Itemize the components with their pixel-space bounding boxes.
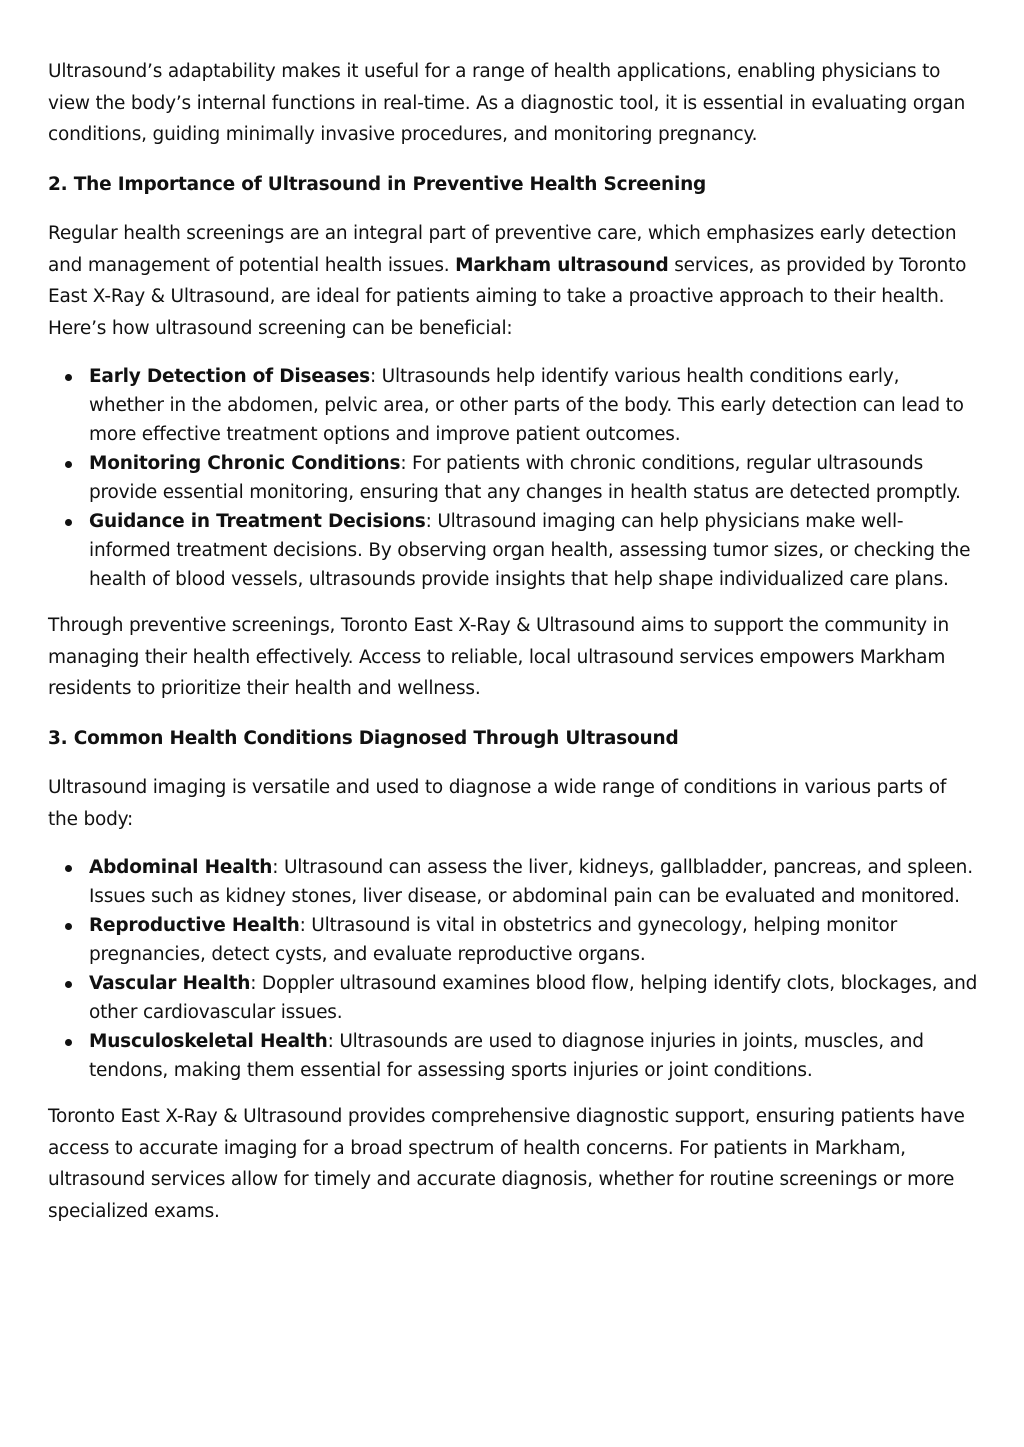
list-item-text: : Ultrasound imaging can help physicians make well-informed treatment decisions. By observing organ health, assessing tumor sizes, or checking the health of blood vessels, ultrasounds provide insights that help shape individualized care plans. xyxy=(89,511,971,590)
markham-ultrasound-keyword: Markham ultrasound xyxy=(455,254,669,276)
list-item-text: : Doppler ultrasound examines blood flow, helping identify clots, blockages, and other cardiovascular issues. xyxy=(89,973,978,1023)
bullet-icon xyxy=(65,981,72,988)
document-page xyxy=(48,56,978,1245)
bullet-icon xyxy=(65,923,72,930)
list-item-text: : Ultrasounds help identify various health conditions early, whether in the abdomen, pelvic area, or other parts of the body. This early detection can lead to more effective treatment options and improve patient outcomes. xyxy=(89,366,964,445)
list-item xyxy=(89,1027,978,1085)
section-2-heading: 2. The Importance of Ultrasound in Preventive Health Screening xyxy=(48,173,707,195)
list-item-text: : For patients with chronic conditions, regular ultrasounds provide essential monitoring, ensuring that any changes in health status are detected promptly. xyxy=(89,453,961,503)
section-2-paragraph-text-after: services, as provided by Toronto East X-Ray & Ultrasound, are ideal for patients aiming to take a proactive approach to their health. Here’s how ultrasound screening can be beneficial: xyxy=(48,254,967,339)
section-2-paragraph-text-before: Regular health screenings are an integral part of preventive care, which emphasizes early detection and management of potential health issues. xyxy=(48,223,957,276)
list-item-term: Abdominal Health xyxy=(89,857,273,878)
section-3-intro-paragraph: Ultrasound imaging is versatile and used to diagnose a wide range of conditions in various parts of the body: xyxy=(48,777,947,830)
section-3-bullet-list xyxy=(48,853,978,1085)
list-item xyxy=(89,969,978,1027)
list-item xyxy=(89,362,978,449)
bullet-icon xyxy=(65,374,72,381)
list-item-text: : Ultrasound is vital in obstetrics and gynecology, helping monitor pregnancies, detect cysts, and evaluate reproductive organs. xyxy=(89,915,898,965)
section-2-closing-paragraph: Through preventive screenings, Toronto East X-Ray & Ultrasound aims to support the community in managing their health effectively. Access to reliable, local ultrasound services empowers Markham residents to prioritize their health and wellness. xyxy=(48,615,950,699)
list-item-term: Reproductive Health xyxy=(89,915,300,936)
bullet-icon xyxy=(65,865,72,872)
section-2-paragraph xyxy=(48,218,978,344)
list-item-text: : Ultrasound can assess the liver, kidneys, gallbladder, pancreas, and spleen. Issues such as kidney stones, liver disease, or abdominal pain can be evaluated and monitored. xyxy=(89,857,973,907)
section-2-bullet-list xyxy=(48,362,978,594)
bullet-icon xyxy=(65,1039,72,1046)
list-item-term: Early Detection of Diseases xyxy=(89,366,370,387)
list-item-term: Monitoring Chronic Conditions xyxy=(89,453,401,474)
list-item xyxy=(89,853,978,911)
list-item-term: Musculoskeletal Health xyxy=(89,1031,328,1052)
list-item xyxy=(89,449,978,507)
list-item-term: Guidance in Treatment Decisions xyxy=(89,511,426,532)
list-item xyxy=(89,507,978,594)
intro-paragraph: Ultrasound’s adaptability makes it useful for a range of health applications, enabling physicians to view the body’s internal functions in real-time. As a diagnostic tool, it is essential in evaluating organ conditions, guiding minimally invasive procedures, and monitoring pregnancy. xyxy=(48,61,966,145)
section-3-closing-paragraph: Toronto East X-Ray & Ultrasound provides comprehensive diagnostic support, ensuring patients have access to accurate imaging for a broad spectrum of health concerns. For patients in Markham, ultrasound services allow for timely and accurate diagnosis, whether for routine screenings or more specialized exams. xyxy=(48,1106,965,1222)
section-3-heading: 3. Common Health Conditions Diagnosed Through Ultrasound xyxy=(48,727,679,749)
bullet-icon xyxy=(65,461,72,468)
list-item-text: : Ultrasounds are used to diagnose injuries in joints, muscles, and tendons, making them essential for assessing sports injuries or joint conditions. xyxy=(89,1031,924,1081)
bullet-icon xyxy=(65,519,72,526)
list-item xyxy=(89,911,978,969)
list-item-term: Vascular Health xyxy=(89,973,251,994)
